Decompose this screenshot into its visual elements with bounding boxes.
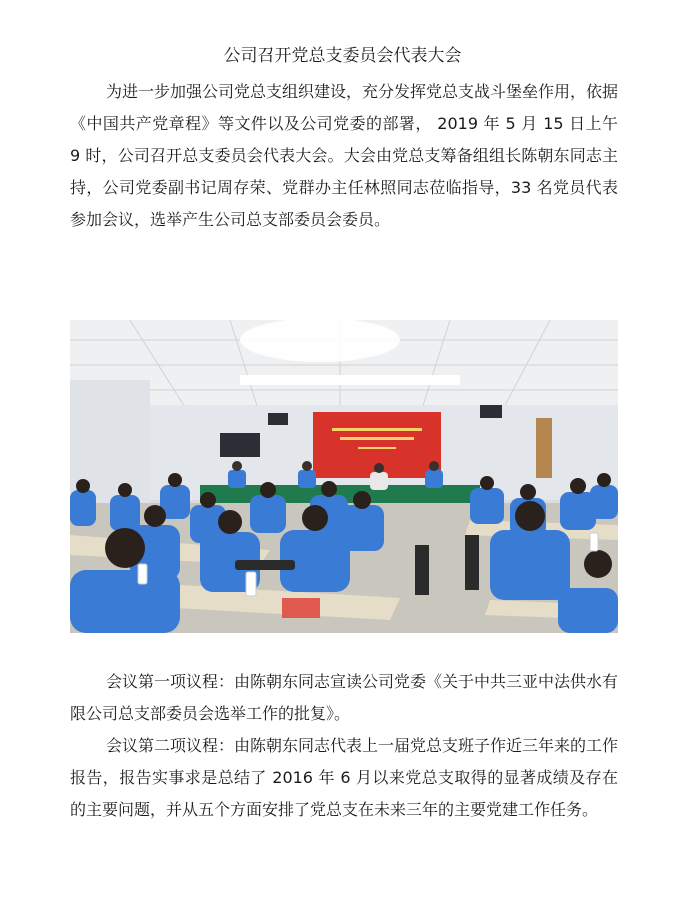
ceiling-light	[240, 320, 400, 362]
article-title: 公司召开党总支委员会代表大会	[223, 46, 462, 66]
red-folder	[282, 598, 320, 618]
wall-tv	[220, 433, 260, 457]
ceiling-light-strip	[240, 375, 460, 385]
speaker-left	[268, 413, 288, 425]
paragraph-intro: 为进一步加强公司党总支组织建设，充分发挥党总支战斗堡垒作用，依据《中国共产党章程》等文件以及公司党委的部署， 2019 年 5 月 15 日上午 9 时，公司召开总支委员会代表大会。大会由党总支筹备组组长陈朝东同志主持，公司党委副书记周存荣、党群办主任林照同志莅临指导，33 名党员代表参加会议，选举产生公司总支部委员会委员。	[70, 82, 619, 229]
screen-text-line	[358, 447, 396, 449]
paragraph-agenda-1: 会议第一项议程：由陈朝东同志宣读公司党委《关于中共三亚中法供水有限公司总支部委员会选举工作的批复》。	[70, 672, 619, 723]
speaker-right	[480, 405, 502, 418]
meeting-room-illustration	[70, 320, 618, 633]
meeting-photo	[70, 320, 618, 633]
screen-text-line	[340, 437, 414, 440]
door	[536, 418, 552, 478]
paragraph-agenda-2: 会议第二项议程：由陈朝东同志代表上一届党总支班子作近三年来的工作报告，报告实事求是总结了 2016 年 6 月以来党总支取得的显著成绩及存在的主要问题，并从五个方面安排了党总支在未来三年的主要党建工作任务。	[70, 736, 619, 819]
screen-text-line	[332, 428, 422, 431]
